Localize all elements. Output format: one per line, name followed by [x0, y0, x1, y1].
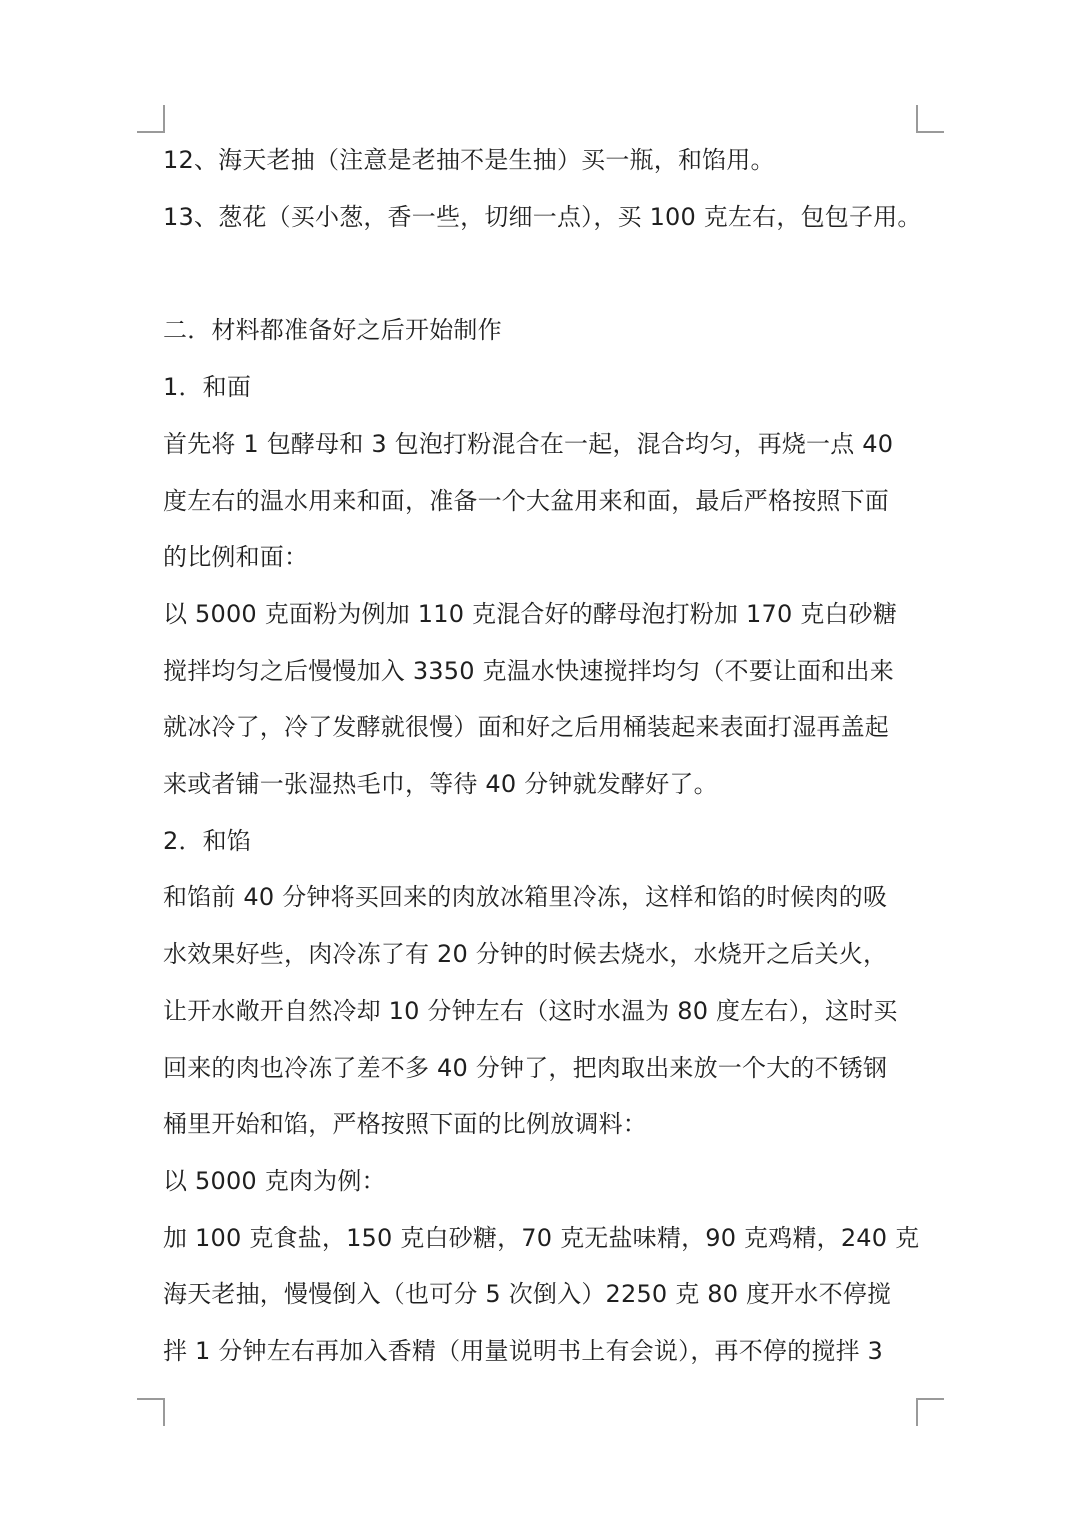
paragraph-line: 度左右的温水用来和面，准备一个大盆用来和面，最后严格按照下面: [163, 487, 889, 515]
list-item-13: 13、葱花（买小葱，香一些，切细一点），买 100 克左右，包包子用。: [163, 203, 922, 231]
section-heading: 二．材料都准备好之后开始制作: [163, 316, 502, 344]
paragraph-line: 的比例和面：: [163, 543, 309, 571]
paragraph-line: 桶里开始和馅，严格按照下面的比例放调料：: [163, 1110, 647, 1138]
paragraph-line: 让开水敞开自然冷却 10 分钟左右（这时水温为 80 度左右），这时买: [163, 997, 898, 1025]
paragraph-line: 回来的肉也冷冻了差不多 40 分钟了，把肉取出来放一个大的不锈钢: [163, 1054, 888, 1082]
paragraph-line: 和馅前 40 分钟将买回来的肉放冰箱里冷冻，这样和馅的时候肉的吸: [163, 883, 888, 911]
paragraph-line: 加 100 克食盐，150 克白砂糖，70 克无盐味精，90 克鸡精，240 克: [163, 1224, 920, 1252]
margin-mark-top-right: [916, 105, 944, 133]
list-item-12: 12、海天老抽（注意是老抽不是生抽）买一瓶，和馅用。: [163, 146, 775, 174]
paragraph-line: 就冰冷了，冷了发酵就很慢）面和好之后用桶装起来表面打湿再盖起: [163, 713, 889, 741]
paragraph-line: 首先将 1 包酵母和 3 包泡打粉混合在一起，混合均匀，再烧一点 40: [163, 430, 894, 458]
paragraph-line: 水效果好些，肉冷冻了有 20 分钟的时候去烧水，水烧开之后关火，: [163, 940, 888, 968]
margin-mark-bottom-left: [137, 1398, 165, 1426]
paragraph-line: 以 5000 克面粉为例加 110 克混合好的酵母泡打粉加 170 克白砂糖: [163, 600, 898, 628]
paragraph-line: 搅拌均匀之后慢慢加入 3350 克温水快速搅拌均匀（不要让面和出来: [163, 657, 894, 685]
margin-mark-bottom-right: [916, 1398, 944, 1426]
step-2-title: 2．和馅: [163, 827, 252, 855]
paragraph-line: 以 5000 克肉为例：: [163, 1167, 386, 1195]
margin-mark-top-left: [137, 105, 165, 133]
paragraph-line: 海天老抽，慢慢倒入（也可分 5 次倒入）2250 克 80 度开水不停搅: [163, 1280, 892, 1308]
paragraph-line: 来或者铺一张湿热毛巾，等待 40 分钟就发酵好了。: [163, 770, 718, 798]
step-1-title: 1．和面: [163, 373, 252, 401]
paragraph-line: 拌 1 分钟左右再加入香精（用量说明书上有会说），再不停的搅拌 3: [163, 1337, 884, 1365]
